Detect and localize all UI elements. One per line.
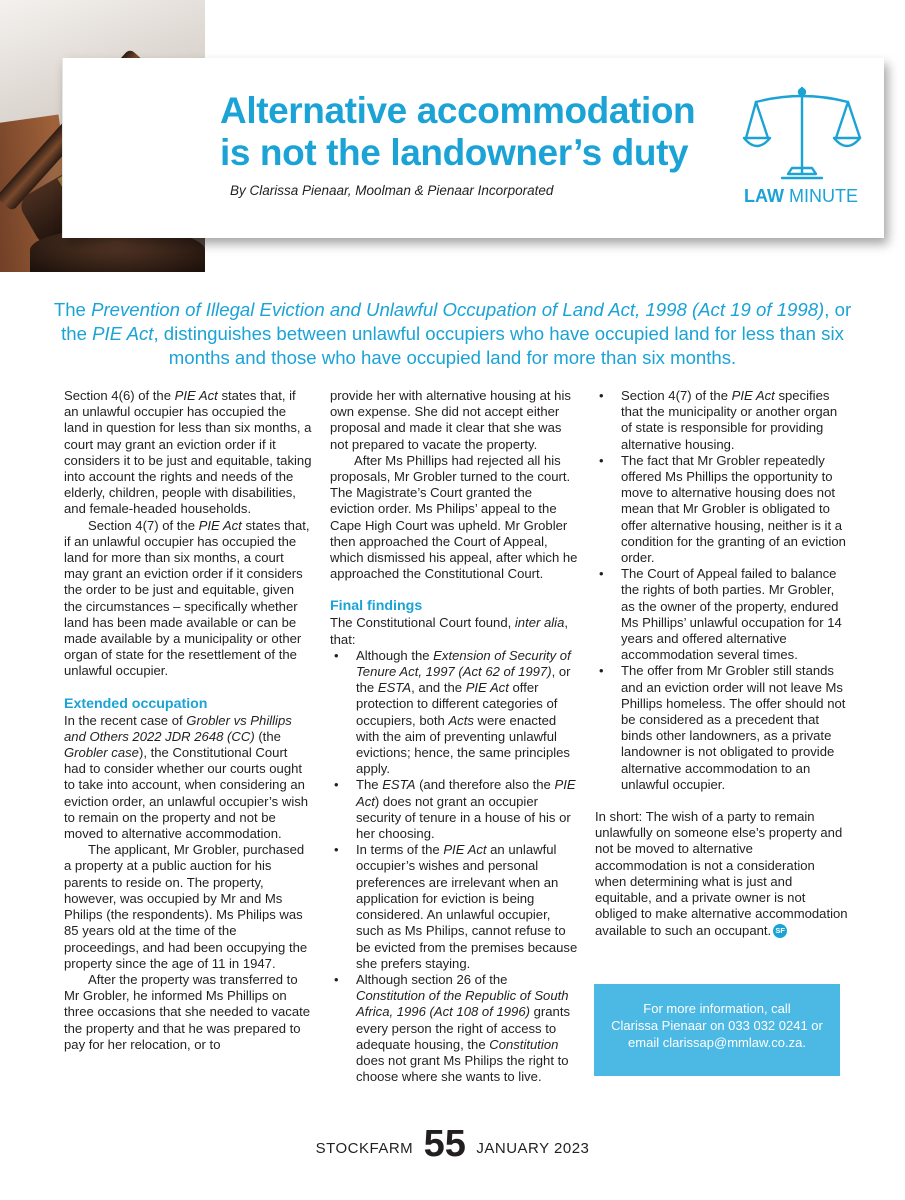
list-item	[330, 842, 578, 972]
article-title	[220, 90, 720, 174]
italic-text: inter alia	[514, 615, 565, 631]
italic-text: PIE Act	[465, 680, 509, 696]
italic-text: Grobler vs Phillips and Others 2022 JDR 2648 (CC)	[64, 712, 292, 744]
italic-text: Extension of Security of Tenure Act, 1997 (Act 62 of 1997)	[356, 647, 571, 680]
text: (and therefore also the	[415, 777, 555, 793]
intro-text: , distinguishes between unlawful occupiers who have occupied land for less than six months and those who have occupied land for more than six months.	[153, 323, 844, 368]
paragraph	[64, 388, 312, 518]
text: , and the	[411, 680, 466, 696]
issue-date: JANUARY 2023	[476, 1140, 590, 1157]
badge-text: MINUTE	[789, 186, 859, 206]
page-footer	[0, 1123, 905, 1166]
intro-text: The	[53, 299, 92, 320]
italic-text: PIE Act	[198, 517, 242, 533]
badge-bold-text: LAW	[744, 186, 784, 206]
text: , that:	[330, 615, 569, 647]
findings-list-continued	[595, 388, 849, 793]
intro-act-short: PIE Act	[92, 323, 154, 344]
text: Although section 26 of the	[356, 971, 508, 987]
column-2	[330, 388, 578, 1085]
intro-paragraph	[40, 298, 865, 370]
text: grants every person the right of access to adequate housing, the	[356, 1004, 570, 1052]
paragraph: After Ms Phillips had rejected all his proposals, Mr Grobler turned to the court. The Magistrate’s Court granted the eviction order. Ms Philips’ appeal to the Cape High Court was upheld. Mr Grobler then approached the Court of Appeal, which dismissed his appeal, after which he approached the Constitutional Court.	[330, 452, 578, 582]
text: The	[356, 777, 383, 793]
text: Although the	[356, 647, 434, 663]
paragraph	[64, 518, 312, 680]
subheading-final-findings: Final findings	[330, 598, 423, 615]
text: Section 4(6) of the	[64, 388, 175, 403]
paragraph	[64, 713, 312, 843]
text: an unlawful occupier’s wishes and personal preferences are irrelevant when an application for eviction is being considered. An unlawful occupier, such as Ms Philips, cannot refuse to be evicted from the premises because she prefers staying.	[356, 842, 578, 971]
title-line-1: Alternative accommodation	[220, 90, 696, 131]
text: , or the	[356, 664, 571, 696]
page-number: 55	[423, 1123, 466, 1165]
contact-info-box	[594, 984, 840, 1076]
italic-text: PIE Act	[731, 388, 775, 403]
findings-list	[330, 648, 578, 1085]
text: does not grant Ms Philips the right to choose where she wants to live.	[356, 1052, 569, 1085]
text: Section 4(7) of the	[621, 388, 732, 403]
magazine-name: STOCKFARM	[315, 1140, 414, 1157]
text: ), the Constitutional Court had to consider whether our courts ought to take into account, when considering an eviction order, an unlawful occupier’s wish to remain on the property and not be moved to alternative accommodation.	[64, 745, 309, 842]
italic-text: Acts	[448, 712, 474, 728]
text: (the	[254, 728, 281, 744]
text: In short: The wish of a party to remain unlawfully on someone else’s property and not be moved to alternative accommodation is not a consideration when determining what is just and equitable, and a private owner is not obliged to make alternative accommodation available to such an occupant.	[595, 809, 848, 938]
italic-text: PIE Act	[356, 777, 576, 809]
list-item: • The fact that Mr Grobler repeatedly offered Ms Phillips the opportunity to move to alternative housing does not mean that Mr Grobler is obligated to offer alternative housing, neither is it a condition for the granting of an eviction order.	[595, 453, 849, 566]
title-line-2: is not the landowner’s duty	[220, 132, 689, 173]
text: were enacted with the aim of preventing unlawful evictions; hence, the same principles apply.	[356, 712, 570, 777]
text: Section 4(7) of the	[88, 517, 199, 533]
text: ) does not grant an occupier security of tenure in a house of his or her choosing.	[356, 793, 571, 842]
text: states that, if an unlawful occupier has occupied the land for more than six months, a court may grant an eviction order if it considers the order to be just and equitable, given the circumstances – specifically whether land has been made available or can be made available by a municipality or other organ of state for the resettlement of the unlawful occupier.	[64, 517, 310, 679]
text: states that, if an unlawful occupier has occupied the land in question for less than six months, a court may grant an eviction order if it considers it to be just and equitable, taking into account the rights and needs of the elderly, children, people with disabilities, and female-headed households.	[64, 388, 312, 517]
italic-text: PIE Act	[443, 842, 487, 858]
italic-text: ESTA	[382, 777, 416, 793]
paragraph: The applicant, Mr Grobler, purchased a property at a public auction for his parents to reside on. The property, however, was occupied by Mr and Ms Philips (the respondents). Ms Philips was 85 years old at the time of the proceedings, and had been occupying the property since the age of 11 in 1947.	[64, 842, 308, 971]
info-line-email[interactable]: email clarissap@mmlaw.co.za.	[628, 1035, 806, 1050]
byline: By Clarissa Pienaar, Moolman & Pienaar Incorporated	[230, 183, 554, 198]
stockfarm-end-mark-icon: SF	[773, 924, 787, 938]
text: The Constitutional Court found,	[330, 615, 515, 631]
italic-text: Grobler case	[64, 745, 139, 761]
column-3	[595, 388, 849, 939]
paragraph: provide her with alternative housing at his own expense. She did not accept either proposal and made it clear that she was not prepared to vacate the property.	[330, 388, 571, 452]
italic-text: PIE Act	[174, 388, 218, 403]
italic-text: Constitution	[489, 1036, 559, 1052]
spacer	[595, 793, 849, 809]
italic-text: Constitution of the Republic of South Africa, 1996 (Act 108 of 1996)	[356, 988, 569, 1020]
list-item: • The offer from Mr Grobler still stands and an eviction order will not leave Ms Phillips homeless. The offer should not be considered as a precedent that binds other landowners, as a private landowner is not obligated to provide alternative accommodation to an unlawful occupier.	[595, 663, 849, 793]
text: specifies that the municipality or another organ of state is responsible for providing alternative housing.	[621, 388, 838, 452]
list-item	[595, 388, 849, 453]
subheading-extended-occupation: Extended occupation	[64, 695, 208, 712]
paragraph: After the property was transferred to Mr Grobler, he informed Ms Phillips on three occasions that she needed to vacate the property and that he was prepared to pay for her relocation, or to	[64, 971, 311, 1052]
paragraph	[330, 615, 578, 647]
text: In terms of the	[356, 842, 444, 858]
list-item	[330, 972, 578, 1085]
italic-text: ESTA	[377, 680, 412, 696]
info-line: For more information, call	[643, 1001, 791, 1016]
text: In the recent case of	[64, 712, 187, 728]
list-item: • The Court of Appeal failed to balance the rights of both parties. Mr Grobler, as the owner of the property, endured Ms Phillips’ unlawful occupation for 14 years and offered alternative accommodation several times.	[595, 566, 849, 663]
list-item	[330, 648, 578, 778]
list-item	[330, 777, 578, 842]
column-1	[64, 388, 312, 1053]
intro-text: , or the	[61, 299, 852, 344]
conclusion-paragraph	[595, 809, 849, 939]
intro-act-name: Prevention of Illegal Eviction and Unlawful Occupation of Land Act, 1998 (Act 19 of 1998)	[91, 299, 825, 320]
law-minute-badge	[744, 186, 858, 207]
info-line: Clarissa Pienaar on 033 032 0241 or	[611, 1018, 823, 1033]
text: offer protection to different categories of occupiers, both	[356, 680, 558, 728]
